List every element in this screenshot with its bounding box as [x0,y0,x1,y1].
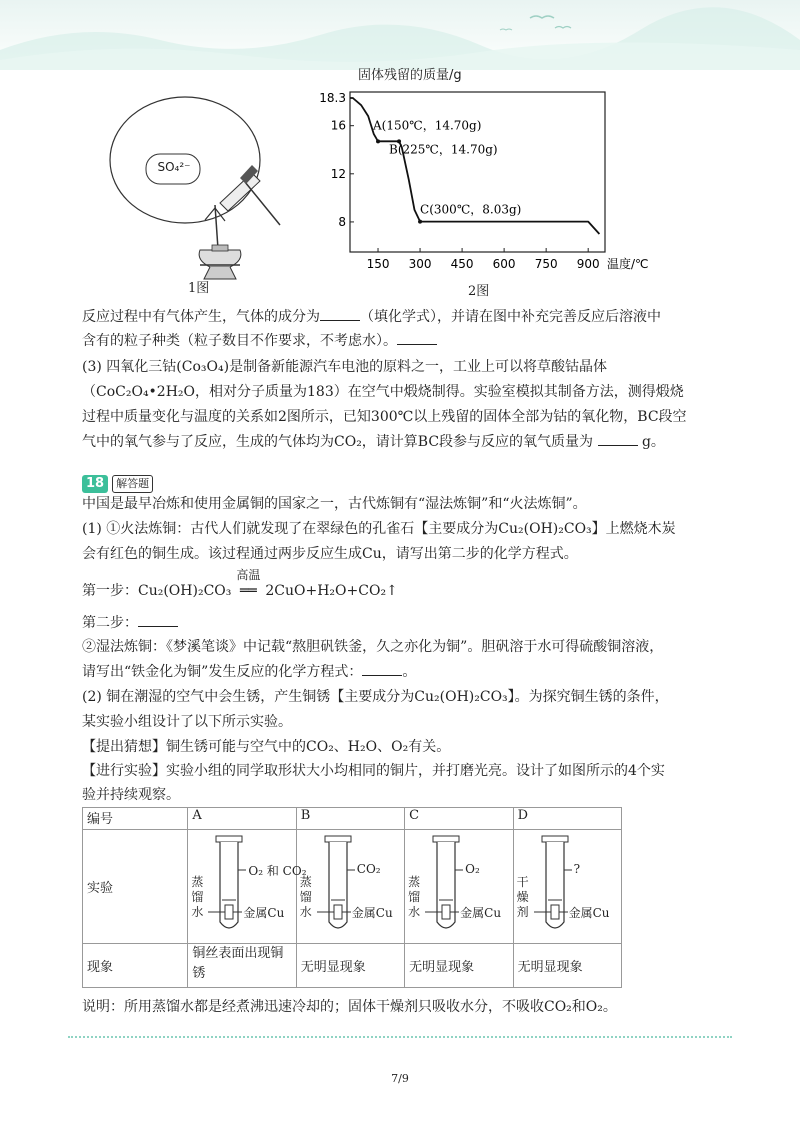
metal-label: 金属Cu [351,906,393,920]
q17-line2: 含有的粒子种类（粒子数目不作要求，不考虑水）。 [82,333,397,349]
reaction-condition: 高温 [236,568,261,582]
liquid-char: 水 [299,905,312,919]
col-a: A [188,808,296,830]
mass-temperature-chart [318,82,678,282]
q18-p2-line2: 某实验小组设计了以下所示实验。 [82,714,292,730]
point-annotation: B(225℃，14.70g) [389,142,498,157]
figure-1 [100,85,320,300]
table-row-result [83,944,622,988]
q18-part2 [82,686,742,708]
x-tick-label: 900 [576,257,600,271]
step2-label: 第二步： [82,615,138,631]
x-tick-label: 300 [408,257,432,271]
q17-line1b: （填化学式），并请在图中补充完善反应后溶液中 [360,309,661,325]
part-3-label: (3) [82,359,102,375]
sulfate-ion-label: SO₄²⁻ [157,160,191,174]
liquid-char: 蒸 [408,875,421,889]
data-point [376,139,380,143]
answer-blank-iron-copper[interactable] [362,661,402,676]
answer-blank-oxygen-mass[interactable] [598,431,638,446]
liquid-label [517,875,531,920]
y-tick-label: 12 [330,166,346,181]
step1-products: 2CuO+H₂O+CO₂↑ [265,583,398,599]
q18-part1 [82,518,742,540]
q17-p3-line4b: g。 [641,434,665,450]
q17-part3 [82,356,722,378]
x-tick-label: 750 [534,257,558,271]
test-tube-diagram [405,830,512,942]
liquid-char: 干 [516,875,529,889]
q18-p1-line4-text: 请写出“铁金化为铜”发生反应的化学方程式： [82,664,363,680]
row-label-result: 现象 [83,944,188,988]
experiment-table [82,807,622,988]
metal-label: 金属Cu [568,906,610,920]
q17-p3-line3: 过程中质量变化与温度的关系如2图所示，已知300℃以上残留的固体全部为钴的氧化物，BC段空 [82,409,687,425]
x-tick-label: 150 [366,257,390,271]
apparatus-illustration [100,85,320,300]
gas-label: ? [573,862,580,876]
step2-row [82,612,178,634]
y-tick-label: 8 [338,214,346,229]
part-2-label: (2) [82,689,102,705]
test-tube-diagram [297,830,404,942]
liquid-char: 蒸 [299,875,312,889]
col-c: C [405,808,513,830]
tube-a [188,830,307,944]
figure-2 [318,62,678,302]
x-axis-title: 温度/℃ [607,257,649,271]
table-row-header [83,808,622,830]
answer-blank-particles[interactable] [397,330,437,345]
step1-label: 第一步： [82,583,138,599]
q18-p1-line1: ①火法炼铜：古代人们就发现了在翠绿色的孔雀石【主要成分为Cu₂(OH)₂CO₃】上燃烧木炭 [106,521,676,537]
liquid-char: 剂 [516,905,529,919]
experiment-line2: 验并持续观察。 [82,787,180,803]
liquid-char: 燥 [516,890,529,904]
experiment-line1: 【进行实验】实验小组的同学取形状大小均相同的铜片，并打磨光亮。设计了如图所示的4个实 [82,763,665,779]
data-point [418,220,422,224]
answer-blank-step2[interactable] [138,612,178,627]
footer-divider [68,1036,732,1038]
q17-p3-line4 [82,431,742,453]
figure-1-caption: 1图 [188,281,210,296]
q18-p1-line2: 会有红色的铜生成。该过程通过两步反应生成Cu，请写出第二步的化学方程式。 [82,546,578,562]
page-number: 7/9 [391,1072,409,1085]
plot-frame [350,92,605,252]
q18-p2-line1: 铜在潮湿的空气中会生锈，产生铜锈【主要成分为Cu₂(OH)₂CO₃】。为探究铜生锈的条件， [106,689,669,705]
tube-c [405,830,513,944]
y-axis-title: 固体残留的质量/g [358,68,462,83]
q18-p1-line3: ②湿法炼铜：《梦溪笔谈》中记载“熬胆矾铁釜，久之亦化为铜”。胆矾溶于水可得硫酸铜溶液， [82,639,664,655]
point-annotation: A(150℃，14.70g) [373,118,482,133]
row-label-experiment: 实验 [83,830,188,944]
test-tube-diagram [514,830,621,942]
q18-p1-line4-end: 。 [402,664,417,680]
col-b: B [296,808,404,830]
q18-intro: 中国是最早冶炼和使用金属铜的国家之一，古代炼铜有“湿法炼铜”和“火法炼铜”。 [82,496,587,512]
q17-gas-question [82,306,722,328]
step1-reactant: Cu₂(OH)₂CO₃ [138,583,232,599]
x-tick-label: 450 [450,257,474,271]
gas-label: O₂ [465,862,480,876]
hypothesis: 【提出猜想】铜生锈可能与空气中的CO₂、H₂O、O₂有关。 [82,739,451,755]
liquid-char: 水 [408,905,421,919]
result-d: 无明显现象 [513,944,621,988]
header-band [0,0,800,70]
question-type-badge: 解答题 [112,475,153,493]
tube-d [513,830,621,944]
figure-2-caption: 2图 [468,284,490,299]
q17-p3-line1: 四氧化三钴(Co₃O₄)是制备新能源汽车电池的原料之一，工业上可以将草酸钴晶体 [106,359,608,375]
q18-p1-line4 [82,661,742,683]
result-a: 铜丝表面出现铜锈 [188,944,296,988]
point-annotation: C(300℃，8.03g) [420,202,522,217]
table-row-experiment [83,830,622,944]
result-c: 无明显现象 [405,944,513,988]
liquid-char: 馏 [408,890,421,904]
header-decoration [0,0,800,70]
gas-label: O₂ 和 CO₂ [248,864,307,878]
metal-label: 金属Cu [460,906,502,920]
test-tube-diagram [188,830,307,942]
liquid-char: 水 [191,905,204,919]
reaction-arrow: 高温 ══ [231,580,265,602]
col-d: D [513,808,621,830]
q17-line2-row [82,330,722,352]
liquid-char: 蒸 [191,875,204,889]
question-number: 18 [82,475,108,493]
y-tick-label: 16 [330,118,346,133]
y-tick-label: 18.3 [319,91,346,106]
q17-line1: 反应过程中有气体产生，气体的成分为 [82,309,320,325]
q18-header [82,472,153,493]
row-label-number: 编号 [83,808,188,830]
liquid-char: 馏 [299,890,312,904]
liquid-label [408,875,422,920]
metal-label: 金属Cu [243,906,285,920]
liquid-char: 馏 [191,890,204,904]
liquid-label [300,875,314,920]
q17-p3-line4a: 气中的氧气参与了反应，生成的气体均为CO₂，请计算BC段参与反应的氧气质量为 [82,434,594,450]
part-1-label: (1) [82,521,102,537]
x-tick-label: 600 [492,257,516,271]
step1-equation [82,568,482,602]
gas-label: CO₂ [356,862,381,876]
q17-p3-line2: （CoC₂O₄•2H₂O，相对分子质量为183）在空气中煅烧制得。实验室模拟其制备方法，测得煅烧 [82,384,684,400]
result-b: 无明显现象 [296,944,404,988]
tube-b [296,830,404,944]
answer-blank-gas[interactable] [320,306,360,321]
liquid-label [191,875,205,920]
table-note: 说明：所用蒸馏水都是经煮沸迅速冷却的；固体干燥剂只吸收水分，不吸收CO₂和O₂。 [82,999,617,1015]
